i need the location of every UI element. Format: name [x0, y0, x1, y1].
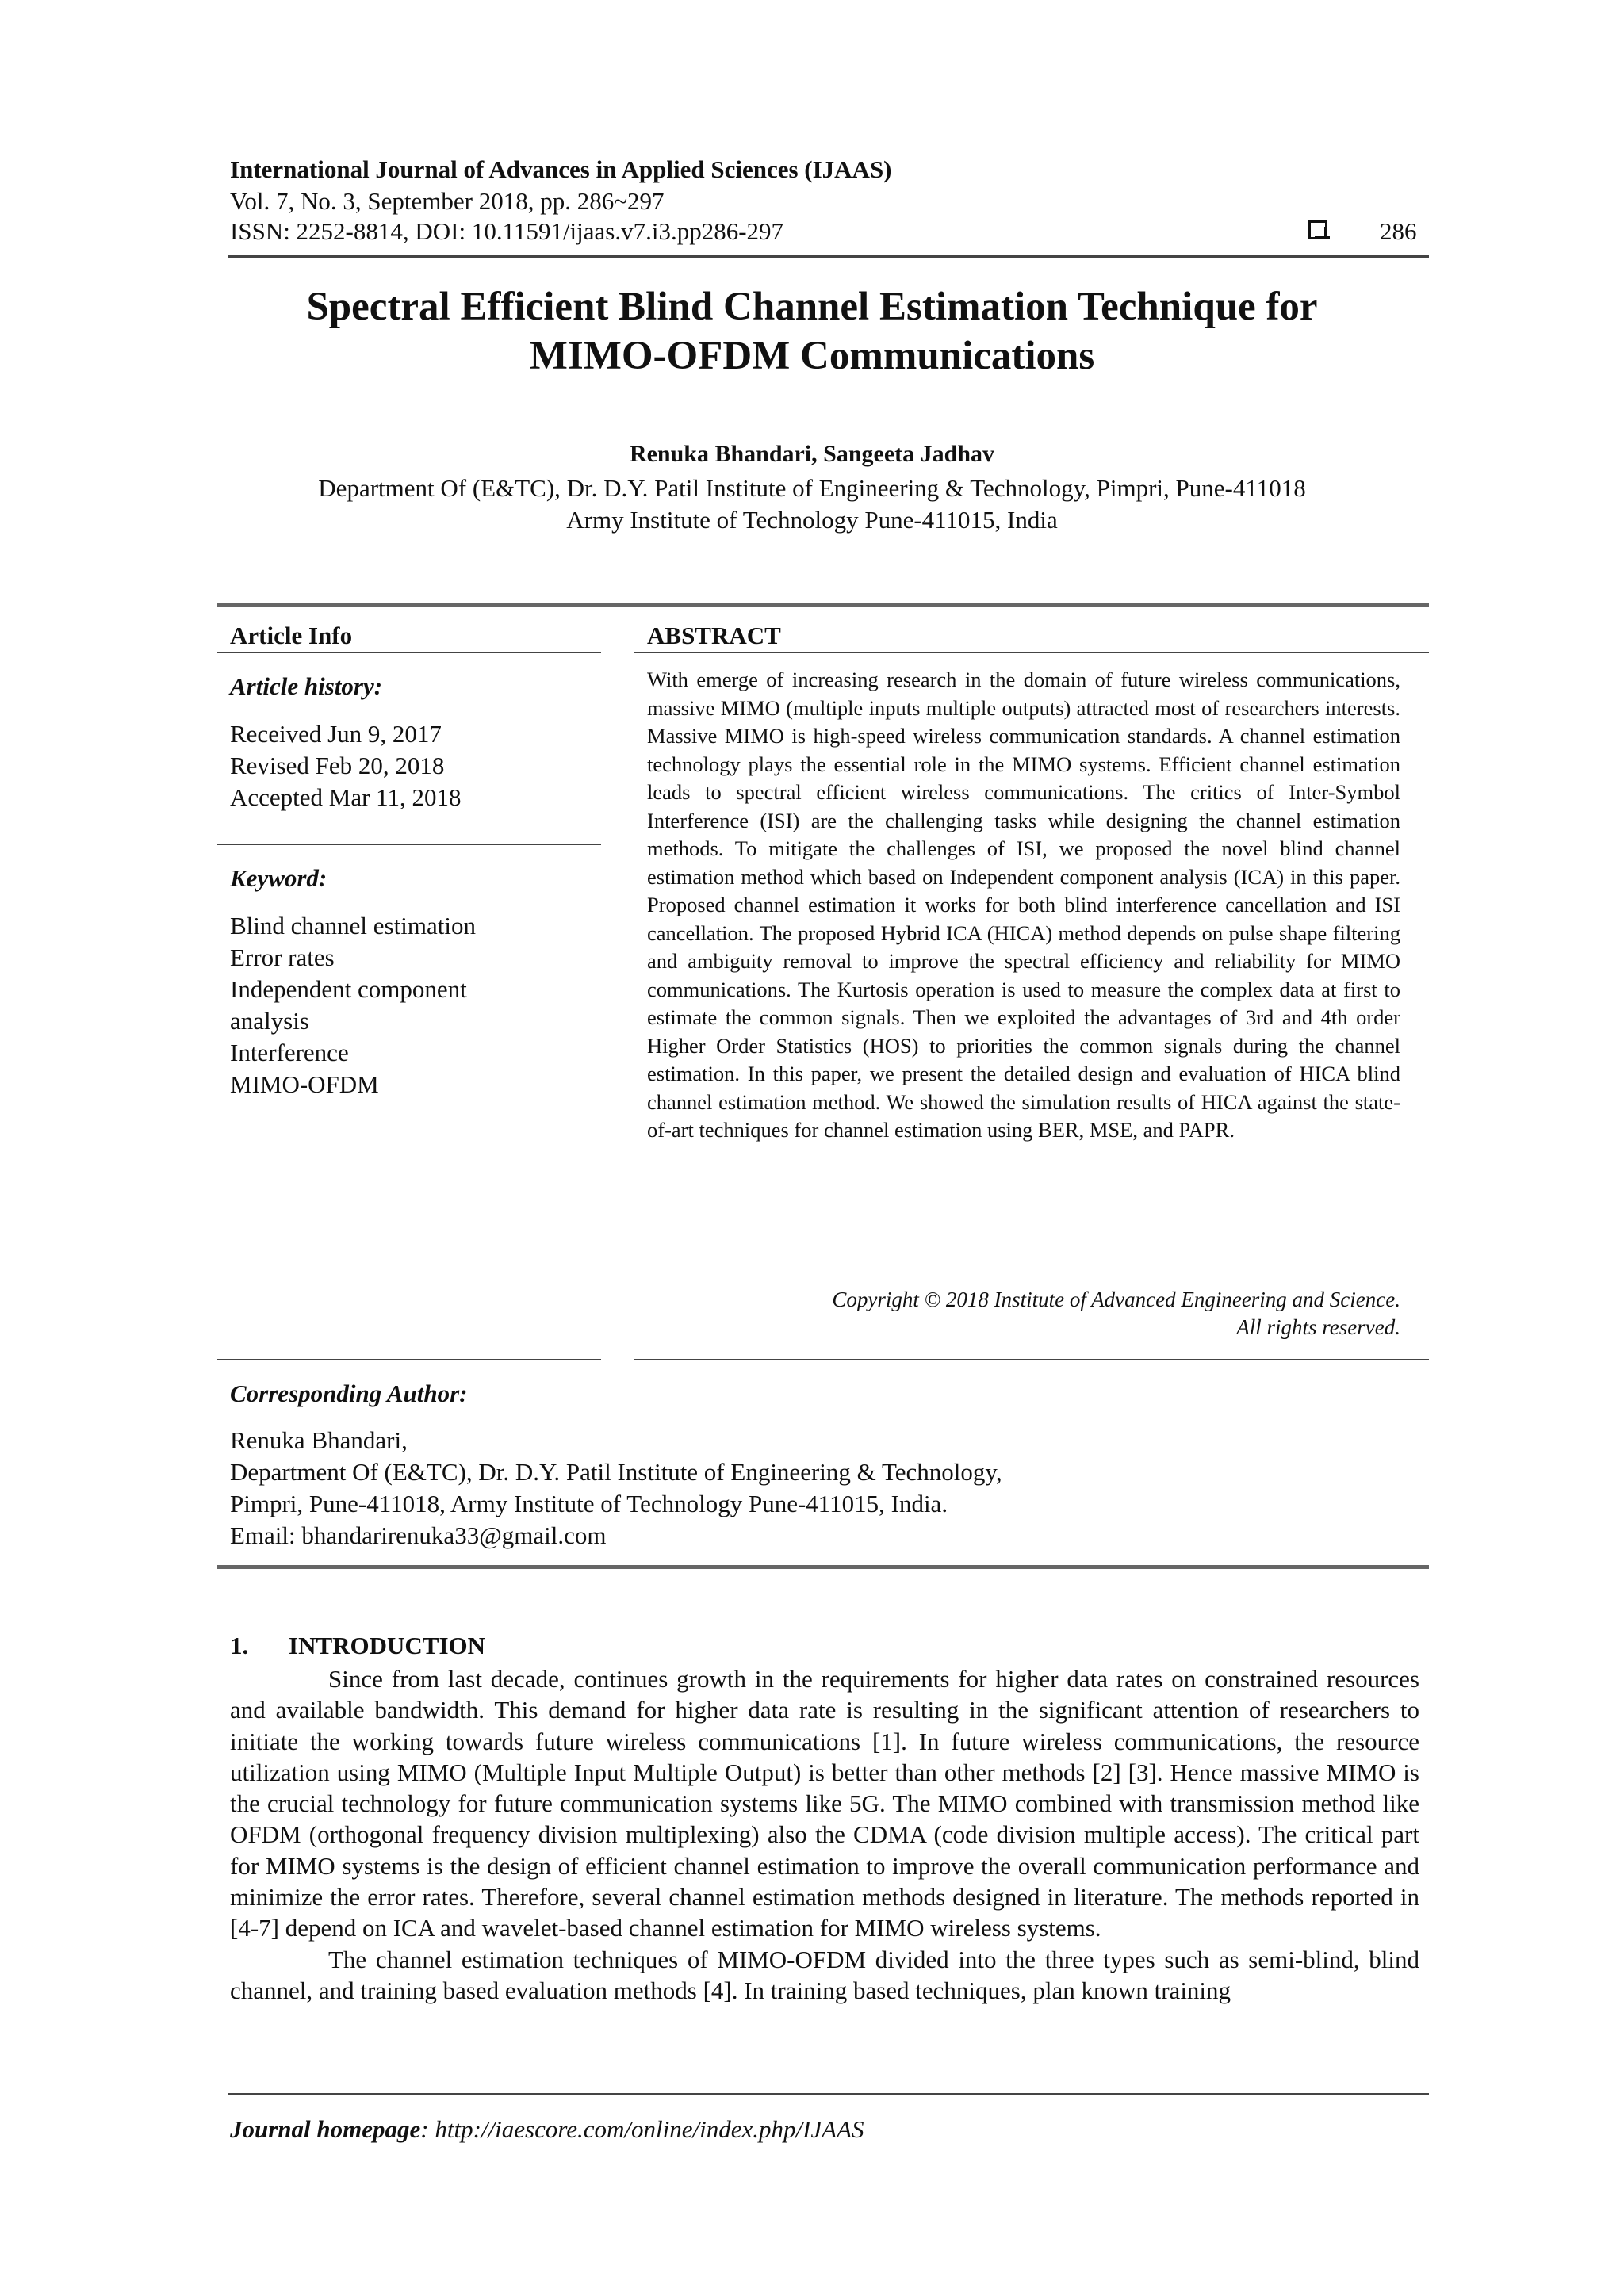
abstract-text: With emerge of increasing research in the domain of future wireless communications, massive MIMO (multiple inputs multiple outputs) attracted most of researchers interests. Massive MIMO is high-speed wireless communication standards. A channel estimation technology plays the essential role in the MIMO systems. Efficient channel estimation leads to spectral efficient wireless communications. The critics of Inter-Symbol Interference (ISI) are the challenging tasks while designing the channel estimation methods. To mitigate the challenges of ISI, we proposed the novel blind channel estimation method which based on Independent component analysis (ICA) in this paper. Proposed channel estimation it works for both blind interference cancellation and ISI cancellation. The proposed Hybrid ICA (HICA) method depends on pulse shape filtering and ambiguity removal to improve the spectral efficiency and reliability for MIMO communications. The Kurtosis operation is used to measure the complex data at first to estimate the common signals. Then we exploited the advantages of 3rd and 4th order Higher Order Statistics (HOS) to priorities the common signals during the channel estimation. In this paper, we present the detailed design and evaluation of HICA blind channel estimation method. We showed the simulation results of HICA against the state-of-art techniques for channel estimation using BER, MSE, and PAPR.: [647, 668, 1400, 1142]
affiliation-line-2: Army Institute of Technology Pune-411015, India: [566, 506, 1058, 534]
abstract-bottom-rule: [634, 1359, 1429, 1360]
page-number: 286: [1380, 217, 1417, 245]
abstract-heading: ABSTRACT: [647, 622, 781, 649]
author-address: Pimpri, Pune-411018, Army Institute of Technology Pune-411015, India.: [230, 1490, 948, 1517]
volume-line: Vol. 7, No. 3, September 2018, pp. 286~297: [230, 187, 665, 215]
square-bullet-icon: [1308, 220, 1327, 239]
section-number: 1.: [230, 1632, 249, 1659]
history-rule: [217, 844, 601, 845]
info-top-rule: [217, 603, 1429, 607]
article-history-heading: Article history:: [230, 672, 383, 700]
keyword-item: Independent component: [230, 975, 467, 1003]
affiliation-line-1: Department Of (E&TC), Dr. D.Y. Patil Institute of Engineering & Technology, Pimpri, Pune-411018: [318, 474, 1306, 502]
introduction-heading: [230, 1632, 485, 1660]
header-rule: [228, 255, 1429, 258]
author-department: Department Of (E&TC), Dr. D.Y. Patil Institute of Engineering & Technology,: [230, 1458, 1002, 1486]
journal-name: International Journal of Advances in Applied Sciences (IJAAS): [230, 155, 892, 183]
article-info-rule: [217, 652, 601, 653]
homepage-url[interactable]: : http://iaescore.com/online/index.php/IJAAS: [420, 2115, 864, 2143]
copyright-line-1: Copyright © 2018 Institute of Advanced Engineering and Science.: [832, 1288, 1400, 1311]
author-name: Renuka Bhandari,: [230, 1426, 408, 1454]
keyword-item: analysis: [230, 1007, 309, 1035]
copyright-line-2: All rights reserved.: [1236, 1315, 1400, 1339]
corresponding-left-rule: [217, 1359, 601, 1360]
abstract-rule: [634, 652, 1429, 653]
received-date: Received Jun 9, 2017: [230, 720, 442, 748]
footer-rule: [228, 2093, 1429, 2095]
keyword-item: Interference: [230, 1039, 349, 1066]
title-line-1: Spectral Efficient Blind Channel Estimation Technique for: [306, 285, 1318, 329]
keyword-list: [230, 910, 476, 1100]
keyword-item: MIMO-OFDM: [230, 1070, 379, 1098]
revised-date: Revised Feb 20, 2018: [230, 752, 445, 779]
article-history: [230, 718, 462, 813]
info-bottom-rule: [217, 1565, 1429, 1569]
authors: Renuka Bhandari, Sangeeta Jadhav: [629, 441, 995, 467]
introduction-body: [230, 1663, 1419, 2006]
keyword-item: Error rates: [230, 943, 335, 971]
section-title: INTRODUCTION: [289, 1632, 486, 1659]
corresponding-author-details: [230, 1425, 1419, 1552]
paper-title: [159, 282, 1465, 381]
issn-line: ISSN: 2252-8814, DOI: 10.11591/ijaas.v7.i3.pp286-297: [230, 217, 784, 245]
copyright-notice: [647, 1286, 1400, 1341]
homepage-label: Journal homepage: [230, 2115, 421, 2143]
paragraph: The channel estimation techniques of MIMO-OFDM divided into the three types such as semi-blind, blind channel, and training based evaluation methods [4]. In training based techniques, plan known training: [230, 1945, 1419, 2004]
keyword-item: Blind channel estimation: [230, 912, 476, 939]
journal-homepage: [230, 2115, 864, 2144]
corresponding-author-heading: Corresponding Author:: [230, 1380, 468, 1407]
accepted-date: Accepted Mar 11, 2018: [230, 783, 462, 811]
author-email: Email: bhandarirenuka33@gmail.com: [230, 1521, 607, 1549]
article-info-heading: Article Info: [230, 622, 353, 649]
keyword-heading: Keyword:: [230, 864, 327, 892]
title-line-2: MIMO-OFDM Communications: [529, 334, 1095, 378]
paragraph: Since from last decade, continues growth in the requirements for higher data rates on constrained resources and available bandwidth. This demand for higher data rate is resulting in the significant attention of researchers to initiate the working towards future wireless communications [1]. In future wireless communications, the resource utilization using MIMO (Multiple Input Multiple Output) is better than other methods [2] [3]. Hence massive MIMO is the crucial technology for future communication systems like 5G. The MIMO combined with transmission method like OFDM (orthogonal frequency division multiplexing) also the CDMA (code division multiple access). The critical part for MIMO systems is the design of efficient channel estimation to improve the overall communication performance and minimize the error rates. Therefore, several channel estimation methods designed in literature. The methods reported in [4-7] depend on ICA and wavelet-based channel estimation for MIMO wireless systems.: [230, 1665, 1419, 1942]
